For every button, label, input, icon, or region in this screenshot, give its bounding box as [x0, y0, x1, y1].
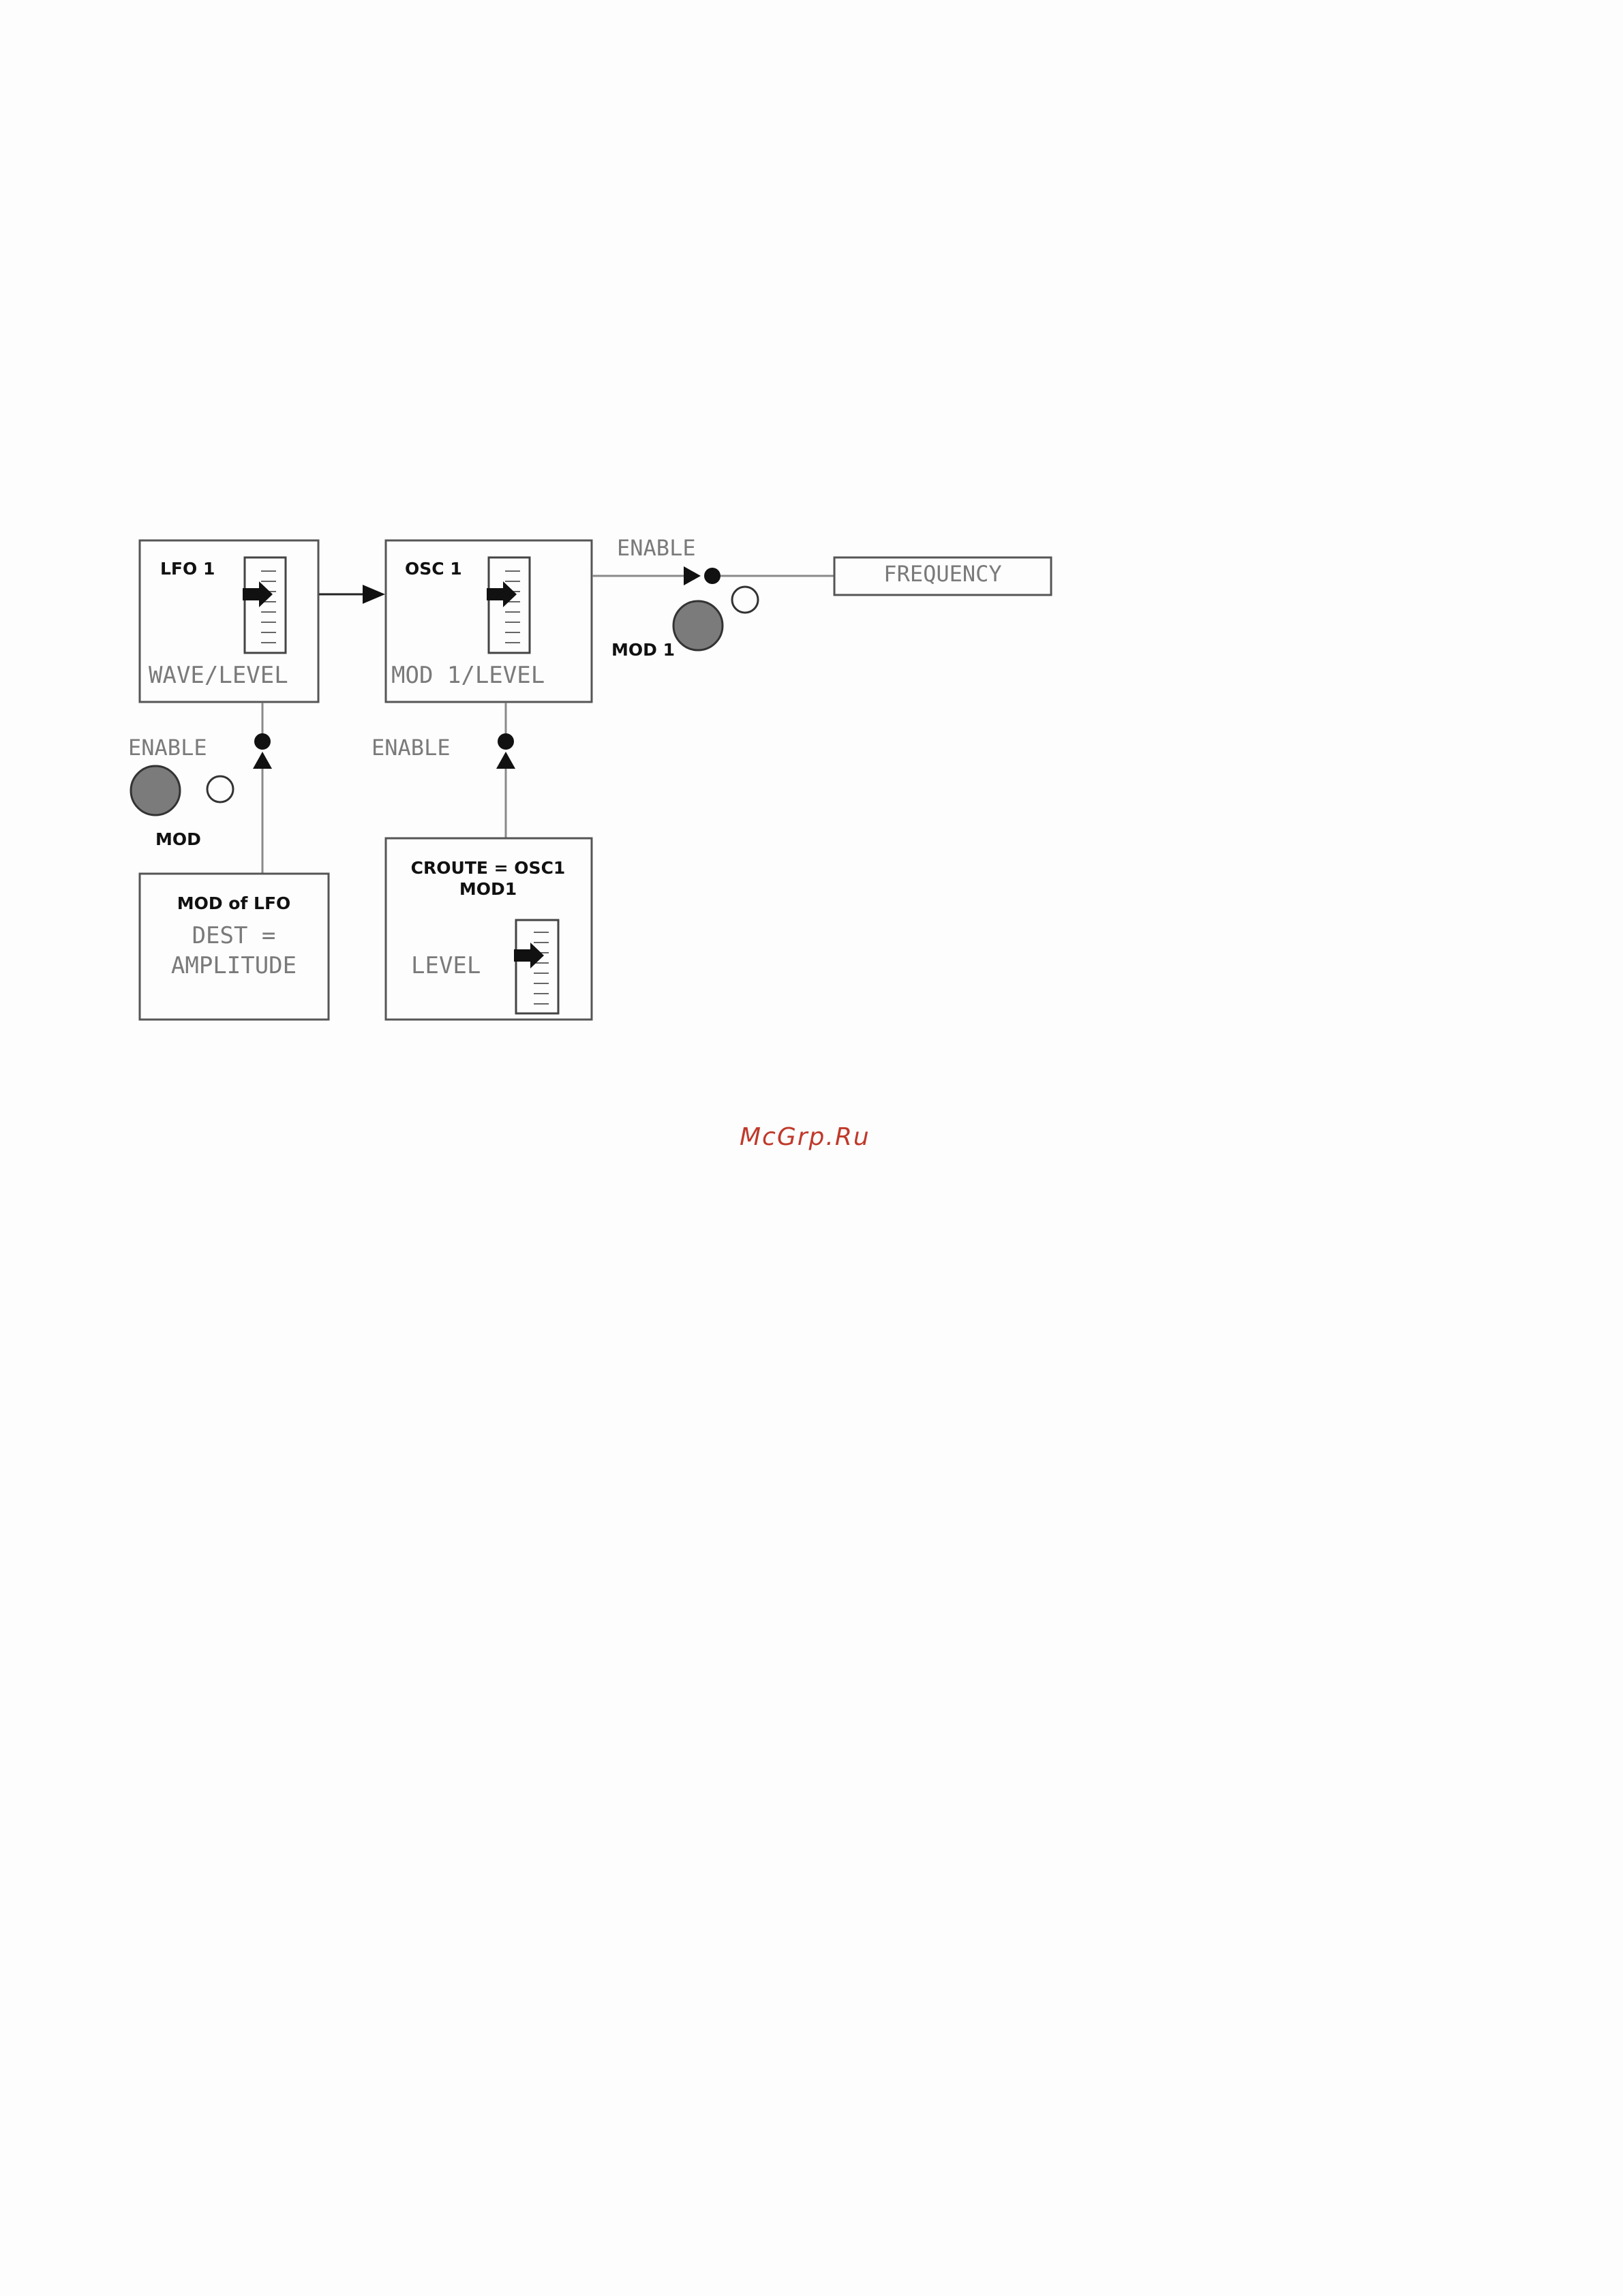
frequency-label: FREQUENCY — [883, 561, 1002, 587]
croute-fader-track — [516, 920, 558, 1013]
lfo-1-label: WAVE/LEVEL — [149, 662, 288, 689]
mod-of-lfo-line2: AMPLITUDE — [170, 952, 297, 979]
top-switch-off-indicator — [732, 587, 758, 613]
croute-title-line1: CROUTE = OSC1 — [410, 858, 566, 878]
lfo-1-fader — [243, 557, 286, 653]
osc-1-title: OSC 1 — [405, 559, 462, 579]
mod-of-lfo-line1: DEST = — [192, 922, 276, 949]
left-mod-label: MOD — [155, 829, 201, 849]
croute-to-osc-connector — [496, 703, 515, 838]
watermark-link[interactable]: McGrp.Ru — [740, 1123, 870, 1151]
croute-title-line2: MOD1 — [459, 879, 517, 899]
left-switch-off-indicator — [207, 776, 233, 802]
lfo-to-osc-connector — [319, 585, 385, 604]
middle-enable-label: ENABLE — [371, 735, 451, 761]
left-switch-arrow-icon — [253, 752, 272, 769]
croute-fader — [514, 920, 558, 1013]
frequency-block — [834, 557, 1051, 595]
left-switch-contact-icon — [254, 733, 271, 750]
switch-arrow-icon — [684, 566, 701, 585]
osc-to-frequency-connector — [592, 566, 834, 585]
osc-1-label: MOD 1/LEVEL — [391, 662, 545, 689]
mod-of-lfo-title: MOD of LFO — [177, 893, 291, 913]
switch-contact-icon — [704, 568, 721, 584]
mod-lfo-to-lfo-connector — [253, 703, 272, 874]
left-enable-label: ENABLE — [128, 735, 207, 761]
top-mod-label: MOD 1 — [611, 640, 675, 660]
croute-block — [386, 838, 592, 1020]
lfo-1-title: LFO 1 — [160, 559, 215, 579]
left-mod-knob[interactable] — [131, 766, 180, 815]
top-enable-label: ENABLE — [617, 535, 696, 561]
top-mod-knob[interactable] — [673, 601, 723, 650]
osc-1-block — [386, 540, 592, 702]
lfo-1-block — [140, 540, 318, 702]
croute-level-label: LEVEL — [411, 952, 481, 979]
arrow-right-icon — [363, 585, 385, 604]
middle-switch-contact-icon — [498, 733, 514, 750]
mod-of-lfo-block — [140, 874, 329, 1020]
osc-1-fader — [487, 557, 530, 653]
middle-switch-arrow-icon — [496, 752, 515, 769]
